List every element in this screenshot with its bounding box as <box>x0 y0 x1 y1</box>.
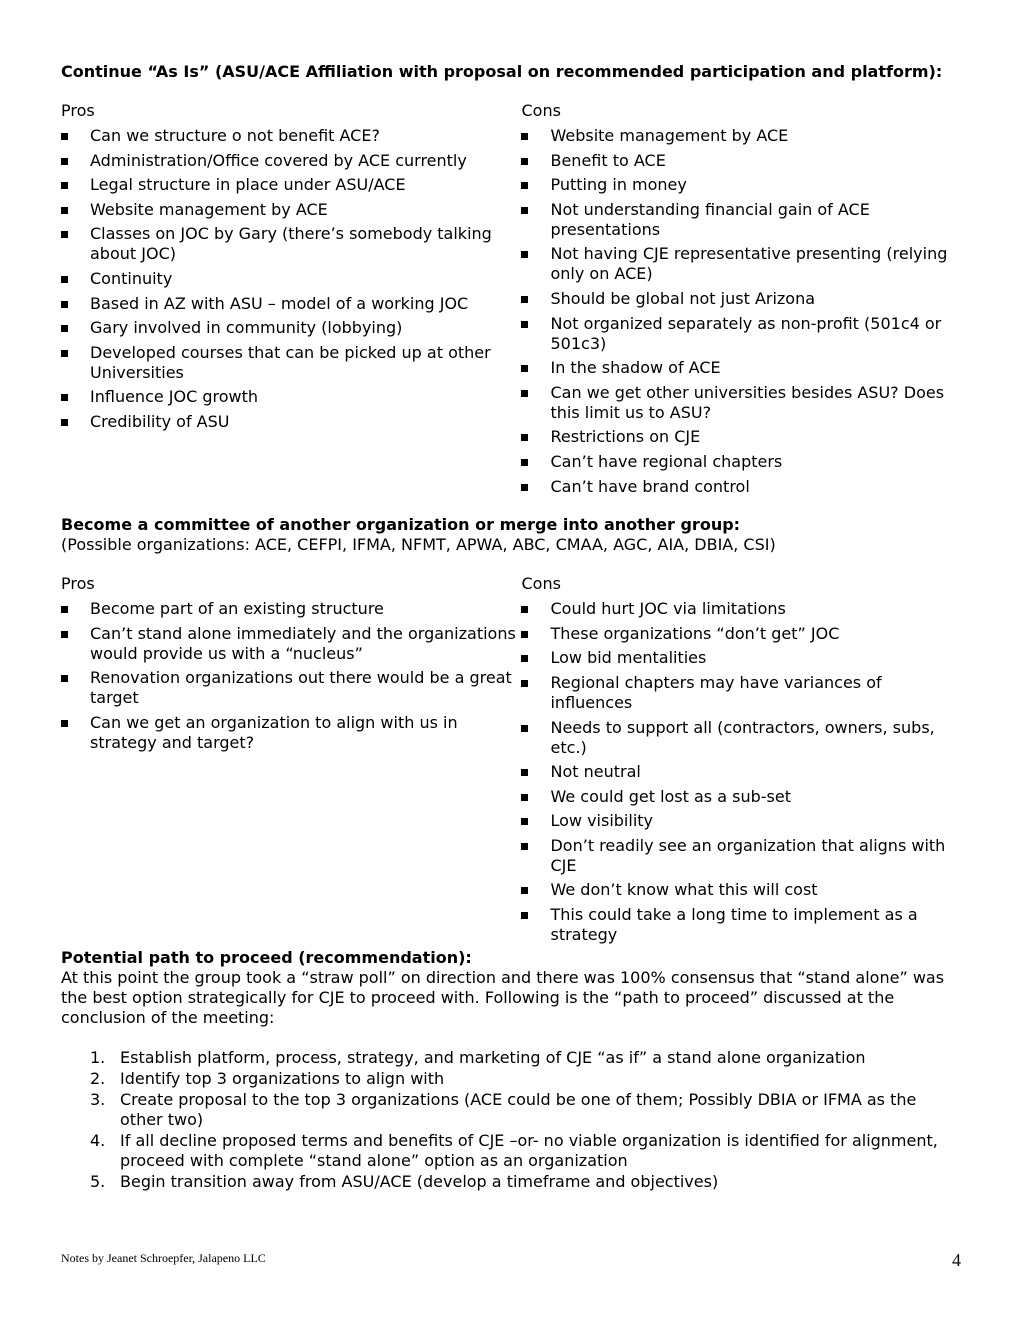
square-bullet-icon <box>61 720 68 727</box>
list-item <box>521 718 961 758</box>
list-item-text: Not organized separately as non-profit (501c4 or 501c3) <box>550 313 942 353</box>
list-item <box>61 151 521 171</box>
step-text: Create proposal to the top 3 organizations (ACE could be one of them; Possibly DBIA or IFMA as the other two) <box>120 1089 917 1129</box>
square-bullet-icon <box>521 818 528 825</box>
list-item <box>521 314 961 354</box>
square-bullet-icon <box>521 390 528 397</box>
step-text: Establish platform, process, strategy, and marketing of CJE “as if” a stand alone organization <box>120 1047 866 1067</box>
steps-list <box>61 1048 961 1192</box>
section-paragraph: At this point the group took a “straw poll” on direction and there was 100% consensus that “stand alone” was the best option strategically for CJE to proceed with. Following is the “path to proceed” discussed at the conclusion of the meeting: <box>61 967 945 1027</box>
list-item <box>61 624 521 664</box>
list-item <box>521 477 961 497</box>
list-item <box>521 648 961 668</box>
square-bullet-icon <box>521 655 528 662</box>
step-text: If all decline proposed terms and benefits of CJE –or- no viable organization is identified for alignment, proceed with complete “stand alone” option as an organization <box>120 1130 938 1170</box>
list-item-text: In the shadow of ACE <box>550 358 721 378</box>
square-bullet-icon <box>521 912 528 919</box>
list-item-text: Continuity <box>90 268 173 288</box>
list-item-text: Administration/Office covered by ACE currently <box>90 150 467 170</box>
list-item <box>521 383 961 423</box>
list-item-text: Influence JOC growth <box>90 387 259 407</box>
list-item-text: Low visibility <box>550 811 654 831</box>
square-bullet-icon <box>521 365 528 372</box>
square-bullet-icon <box>61 133 68 140</box>
list-item <box>521 880 961 900</box>
list-item <box>521 787 961 807</box>
square-bullet-icon <box>521 133 528 140</box>
list-item <box>61 126 521 146</box>
list-item <box>521 175 961 195</box>
section-heading: Potential path to proceed (recommendation): <box>61 947 472 967</box>
pros-column <box>61 101 521 501</box>
list-item-text: Can we get an organization to align with us in strategy and target? <box>90 712 458 752</box>
square-bullet-icon <box>521 606 528 613</box>
square-bullet-icon <box>61 631 68 638</box>
square-bullet-icon <box>61 301 68 308</box>
list-item <box>61 599 521 619</box>
list-item <box>521 762 961 782</box>
list-item <box>61 318 521 338</box>
list-item <box>61 224 521 264</box>
list-item <box>521 289 961 309</box>
square-bullet-icon <box>521 207 528 214</box>
square-bullet-icon <box>521 680 528 687</box>
square-bullet-icon <box>521 725 528 732</box>
document-page <box>61 62 961 1193</box>
list-item <box>521 624 961 644</box>
list-item-text: Regional chapters may have variances of influences <box>550 672 882 712</box>
list-item-text: Credibility of ASU <box>90 411 230 431</box>
step-item <box>61 1069 961 1089</box>
list-item-text: Website management by ACE <box>550 126 789 145</box>
square-bullet-icon <box>521 794 528 801</box>
list-item <box>521 905 961 945</box>
list-item <box>521 244 961 284</box>
step-text: Begin transition away from ASU/ACE (develop a timeframe and objectives) <box>120 1171 719 1191</box>
list-item <box>521 811 961 831</box>
list-item <box>521 126 961 146</box>
square-bullet-icon <box>521 296 528 303</box>
cons-column <box>521 574 961 950</box>
square-bullet-icon <box>61 675 68 682</box>
list-item-text: Benefit to ACE <box>550 150 666 170</box>
cons-list <box>521 126 961 497</box>
list-item-text: Can we get other universities besides ASU? Does this limit us to ASU? <box>550 382 945 422</box>
square-bullet-icon <box>61 394 68 401</box>
list-item-text: Low bid mentalities <box>550 648 707 668</box>
section-heading: Become a committee of another organization or merge into another group: <box>61 515 741 535</box>
list-item <box>61 269 521 289</box>
list-item-text: Classes on JOC by Gary (there’s somebody talking about JOC) <box>90 224 492 264</box>
step-item <box>61 1090 961 1130</box>
step-item <box>61 1048 961 1068</box>
square-bullet-icon <box>521 843 528 850</box>
square-bullet-icon <box>521 459 528 466</box>
square-bullet-icon <box>521 769 528 776</box>
list-item <box>521 358 961 378</box>
list-item <box>61 175 521 195</box>
section-path-to-proceed <box>61 948 961 1192</box>
list-item <box>61 200 521 220</box>
step-text: Identify top 3 organizations to align with <box>120 1068 445 1088</box>
cons-list <box>521 599 961 945</box>
list-item-text: We could get lost as a sub-set <box>550 786 791 806</box>
square-bullet-icon <box>521 484 528 491</box>
square-bullet-icon <box>61 325 68 332</box>
square-bullet-icon <box>521 158 528 165</box>
square-bullet-icon <box>61 276 68 283</box>
section-merge <box>61 515 961 950</box>
step-number: 5. <box>90 1171 106 1191</box>
square-bullet-icon <box>521 887 528 894</box>
pros-cons-columns <box>61 574 961 950</box>
square-bullet-icon <box>521 251 528 258</box>
square-bullet-icon <box>521 631 528 638</box>
page-number: 4 <box>952 1250 961 1270</box>
list-item-text: Based in AZ with ASU – model of a working JOC <box>90 293 469 313</box>
pros-cons-columns <box>61 101 961 501</box>
step-number: 1. <box>90 1047 106 1067</box>
list-item <box>61 387 521 407</box>
list-item-text: Gary involved in community (lobbying) <box>90 318 403 338</box>
list-item <box>61 294 521 314</box>
list-item <box>61 668 521 708</box>
list-item <box>61 713 521 753</box>
list-item <box>61 412 521 432</box>
list-item <box>521 836 961 876</box>
section-subnote: (Possible organizations: ACE, CEFPI, IFMA, NFMT, APWA, ABC, CMAA, AGC, AIA, DBIA, CSI) <box>61 535 776 555</box>
list-item-text: Can we structure o not benefit ACE? <box>90 126 380 145</box>
list-item <box>521 427 961 447</box>
list-item-text: Website management by ACE <box>90 199 328 219</box>
list-item-text: These organizations “don’t get” JOC <box>550 623 840 643</box>
square-bullet-icon <box>61 419 68 426</box>
list-item-text: Renovation organizations out there would be a great target <box>90 668 512 708</box>
list-item-text: Can’t have regional chapters <box>550 451 783 471</box>
list-item-text: Not neutral <box>550 762 641 782</box>
step-item <box>61 1131 961 1171</box>
list-item <box>521 452 961 472</box>
list-item <box>521 200 961 240</box>
pros-list <box>61 126 521 432</box>
list-item-text: Not having CJE representative presenting (relying only on ACE) <box>550 244 948 284</box>
square-bullet-icon <box>521 182 528 189</box>
cons-label: Cons <box>521 574 561 594</box>
list-item <box>61 343 521 383</box>
list-item-text: We don’t know what this will cost <box>550 880 818 900</box>
footer-note: Notes by Jeanet Schroepfer, Jalapeno LLC <box>61 1251 266 1265</box>
list-item-text: Restrictions on CJE <box>550 427 701 447</box>
cons-label: Cons <box>521 101 561 120</box>
pros-column <box>61 574 521 950</box>
list-item-text: Putting in money <box>550 175 687 195</box>
pros-label: Pros <box>61 101 95 120</box>
section-as-is <box>61 62 961 501</box>
square-bullet-icon <box>521 321 528 328</box>
list-item-text: Legal structure in place under ASU/ACE <box>90 175 406 195</box>
list-item <box>521 673 961 713</box>
list-item-text: This could take a long time to implement as a strategy <box>550 905 918 945</box>
square-bullet-icon <box>61 606 68 613</box>
step-number: 3. <box>90 1089 106 1109</box>
square-bullet-icon <box>61 158 68 165</box>
list-item-text: Don’t readily see an organization that aligns with CJE <box>550 835 946 875</box>
step-number: 2. <box>90 1068 106 1088</box>
list-item-text: Could hurt JOC via limitations <box>550 599 786 619</box>
step-number: 4. <box>90 1130 106 1150</box>
list-item-text: Can’t stand alone immediately and the organizations would provide us with a “nucleus” <box>90 623 516 663</box>
square-bullet-icon <box>61 350 68 357</box>
pros-list <box>61 599 521 753</box>
list-item-text: Become part of an existing structure <box>90 599 384 619</box>
section-heading: Continue “As Is” (ASU/ACE Affiliation with proposal on recommended participation and platform): <box>61 62 943 81</box>
list-item-text: Not understanding financial gain of ACE presentations <box>550 199 870 239</box>
list-item-text: Should be global not just Arizona <box>550 288 816 308</box>
square-bullet-icon <box>61 182 68 189</box>
pros-label: Pros <box>61 574 95 594</box>
list-item <box>521 151 961 171</box>
list-item-text: Needs to support all (contractors, owners, subs, etc.) <box>550 717 935 757</box>
list-item-text: Developed courses that can be picked up at other Universities <box>90 342 491 382</box>
step-item <box>61 1172 961 1192</box>
cons-column <box>521 101 961 501</box>
square-bullet-icon <box>521 434 528 441</box>
list-item <box>521 599 961 619</box>
square-bullet-icon <box>61 207 68 214</box>
list-item-text: Can’t have brand control <box>550 476 750 496</box>
square-bullet-icon <box>61 231 68 238</box>
